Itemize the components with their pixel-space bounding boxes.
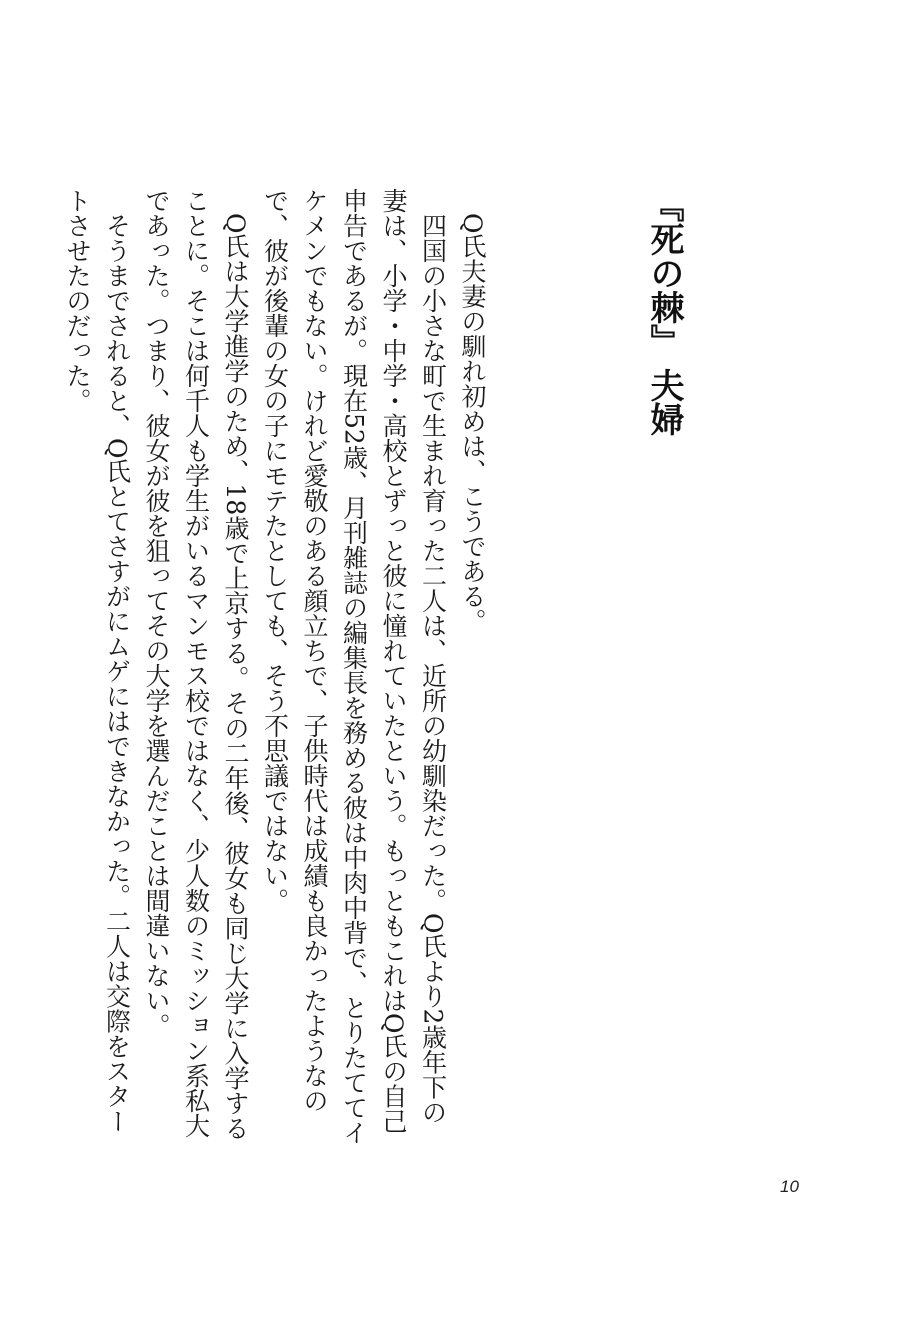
paragraph-4: そうまでされると、Q氏とてさすがにムゲにはできなかった。二人は交際をスタートさせたのだった。 [63, 188, 132, 1134]
section-heading [644, 188, 684, 436]
page-number: 10 [780, 1177, 799, 1196]
paragraph-1: Q氏夫妻の馴れ初めは、こうである。 [458, 213, 487, 634]
heading-title: 『死の棘』 [644, 188, 684, 358]
body-text [58, 188, 493, 1148]
heading-subtitle: 夫婦 [644, 368, 684, 436]
paragraph-2: 四国の小さな町で生まれ育った二人は、近所の幼馴染だった。Q氏より2歳年下の妻は、小学・中学・高校とずっと彼に憧れていたという。もっともこれはQ氏の自己申告であるが。現在52歳、月刊雑誌の編集長を務める彼は中肉中背で、とりたててイケメンでもない。けれど愛敬のある顔立ちで、子供時代は成績も良かったようなので、彼が後輩の女の子にモテたとしても、そう不思議ではない。 [260, 188, 448, 1145]
paragraph-3: Q氏は大学進学のため、18歳で上京する。その二年後、彼女も同じ大学に入学することに。そこは何千人も学生がいるマンモス校ではなく、少人数のミッション系私大であった。つまり、彼女が彼を狙ってその大学を選んだことは間違いない。 [142, 188, 250, 1141]
